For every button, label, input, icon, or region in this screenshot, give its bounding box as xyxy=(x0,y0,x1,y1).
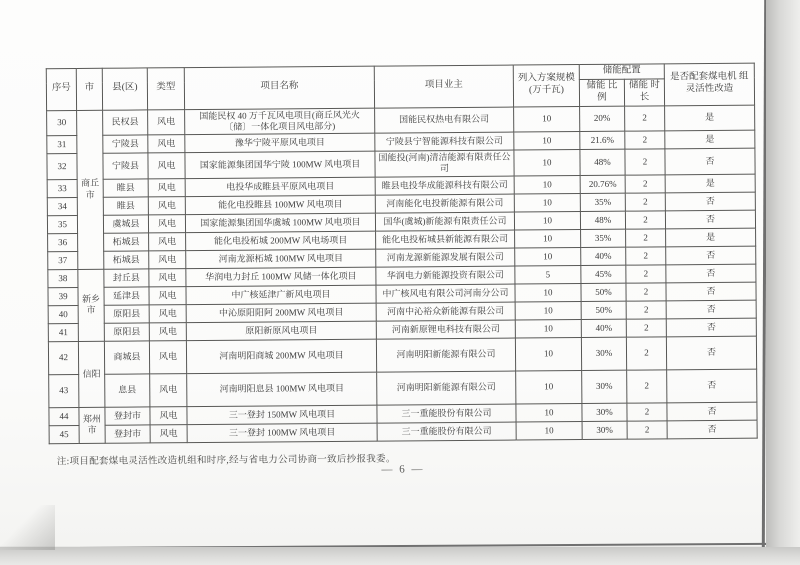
cell-owner: 河南龙源新能源发展有限公司 xyxy=(376,248,515,267)
cell-project-name: 能化电投睢县 100MW 风电项目 xyxy=(185,195,375,214)
cell-no: 33 xyxy=(47,179,77,197)
cell-county: 睢县 xyxy=(103,197,148,215)
cell-storage-ratio: 48% xyxy=(580,149,625,175)
cell-owner: 河南新原锂电科技有限公司 xyxy=(376,320,515,339)
cell-project-name: 三一登封 100MW 风电项目 xyxy=(187,423,377,442)
cell-type: 风电 xyxy=(148,153,185,179)
cell-type: 风电 xyxy=(149,250,186,268)
project-table xyxy=(46,63,758,444)
cell-county: 虞城县 xyxy=(103,215,148,233)
cell-scale: 10 xyxy=(516,421,582,440)
cell-storage-ratio: 20.76% xyxy=(580,175,625,193)
cell-county: 宁陵县 xyxy=(103,153,148,179)
cell-storage-duration: 2 xyxy=(625,106,665,132)
cell-storage-duration: 2 xyxy=(627,402,667,420)
cell-storage-ratio: 21.6% xyxy=(580,131,625,149)
cell-retrofit: 是 xyxy=(665,105,755,131)
cell-retrofit: 否 xyxy=(666,246,756,265)
cell-county: 原阳县 xyxy=(104,323,149,341)
cell-project-name: 国能民权 40 万千瓦风电项目(商丘风光火 〔储〕一体化项目风电部分) xyxy=(185,108,375,135)
cell-retrofit: 否 xyxy=(667,402,757,421)
cell-storage-duration: 2 xyxy=(626,264,666,282)
cell-retrofit: 否 xyxy=(666,300,756,319)
header-storage-duration: 储能 时长 xyxy=(624,79,664,106)
cell-city: 信阳 xyxy=(78,341,105,407)
cell-retrofit: 是 xyxy=(665,174,755,193)
header-type: 类型 xyxy=(147,68,184,110)
cell-storage-ratio: 30% xyxy=(582,403,627,421)
cell-type: 风电 xyxy=(149,340,186,373)
cell-storage-ratio: 48% xyxy=(580,211,625,229)
scan-shadow-bottom-left xyxy=(0,505,55,550)
cell-county: 息县 xyxy=(105,374,150,407)
page-number: — 6 — xyxy=(381,463,425,476)
cell-retrofit: 否 xyxy=(665,148,755,174)
cell-no: 40 xyxy=(48,305,78,323)
cell-storage-ratio: 30% xyxy=(582,370,627,403)
cell-storage-duration: 2 xyxy=(626,300,666,318)
cell-county: 柘城县 xyxy=(104,233,149,251)
cell-type: 风电 xyxy=(150,406,187,424)
cell-owner: 三一重能股份有限公司 xyxy=(377,404,516,423)
cell-project-name: 华润电力封丘 100MW 风储一体化项目 xyxy=(186,267,376,286)
cell-storage-duration: 2 xyxy=(627,420,667,438)
cell-no: 44 xyxy=(49,407,79,425)
cell-no: 42 xyxy=(48,341,78,374)
cell-storage-ratio: 50% xyxy=(581,283,626,301)
cell-retrofit: 否 xyxy=(666,264,756,283)
header-city: 市 xyxy=(76,68,102,110)
cell-project-name: 河南龙源柘城 100MW 风电项目 xyxy=(186,249,376,268)
cell-scale: 10 xyxy=(515,337,581,371)
cell-storage-ratio: 50% xyxy=(581,301,626,319)
cell-scale: 10 xyxy=(516,403,582,422)
cell-owner: 睢县电投华成能源科技有限公司 xyxy=(375,176,514,195)
cell-no: 36 xyxy=(48,233,78,251)
cell-project-name: 豫华宁陵平原风电项目 xyxy=(185,133,375,152)
cell-storage-ratio: 30% xyxy=(581,337,626,370)
cell-retrofit: 否 xyxy=(666,318,756,337)
cell-type: 风电 xyxy=(149,322,186,340)
cell-scale: 10 xyxy=(515,301,581,320)
cell-project-name: 国家能源集团国华虞城 100MW 风电项目 xyxy=(185,213,375,232)
header-no: 序号 xyxy=(46,68,76,110)
cell-storage-duration: 2 xyxy=(627,369,667,402)
cell-retrofit: 否 xyxy=(667,420,757,439)
cell-storage-ratio: 35% xyxy=(581,229,626,247)
cell-storage-ratio: 20% xyxy=(580,106,625,132)
table-header xyxy=(46,63,754,110)
cell-city: 新乡市 xyxy=(78,269,105,341)
scan-margin-bottom xyxy=(0,547,800,565)
cell-type: 风电 xyxy=(149,304,186,322)
header-owner: 项目业主 xyxy=(374,65,513,108)
cell-storage-ratio: 40% xyxy=(581,319,626,337)
cell-scale: 10 xyxy=(514,106,580,132)
cell-scale: 10 xyxy=(515,229,581,248)
cell-no: 30 xyxy=(47,110,77,136)
cell-retrofit: 否 xyxy=(665,210,755,229)
cell-scale: 5 xyxy=(515,265,581,284)
cell-no: 31 xyxy=(47,136,77,154)
cell-retrofit: 否 xyxy=(665,192,755,211)
cell-storage-duration: 2 xyxy=(625,174,665,192)
cell-project-name: 电投华成睢县平原风电项目 xyxy=(185,177,375,196)
cell-scale: 10 xyxy=(516,370,582,404)
cell-owner: 河南中沁裕众新能源有限公司 xyxy=(376,302,515,321)
cell-project-name: 能化电投柘城 200MW 风电场项目 xyxy=(186,231,376,250)
cell-owner: 宁陵县宁智能源科技有限公司 xyxy=(375,132,514,151)
cell-project-name: 中广核延津广新风电项目 xyxy=(186,285,376,304)
cell-owner: 国华(虞城)新能源有限责任公司 xyxy=(375,212,514,231)
cell-storage-duration: 2 xyxy=(625,210,665,228)
cell-project-name: 国家能源集团国华宁陵 100MW 风电项目 xyxy=(185,151,375,178)
cell-storage-ratio: 35% xyxy=(580,193,625,211)
cell-type: 风电 xyxy=(148,109,185,135)
cell-scale: 10 xyxy=(515,247,581,266)
cell-retrofit: 否 xyxy=(666,282,756,301)
cell-type: 风电 xyxy=(148,196,185,214)
cell-owner: 国能投(河南)清洁能源有限责任公司 xyxy=(375,150,514,177)
cell-county: 商城县 xyxy=(104,341,149,374)
cell-no: 43 xyxy=(49,374,79,407)
cell-type: 风电 xyxy=(149,286,186,304)
cell-type: 风电 xyxy=(148,135,185,153)
cell-county: 睢县 xyxy=(103,179,148,197)
cell-county: 原阳县 xyxy=(104,305,149,323)
cell-storage-duration: 2 xyxy=(625,149,665,175)
cell-no: 39 xyxy=(48,287,78,305)
header-scale: 列入方案规模 (万千瓦) xyxy=(513,65,579,107)
cell-county: 封丘县 xyxy=(104,269,149,287)
cell-no: 34 xyxy=(47,197,77,215)
cell-retrofit: 是 xyxy=(665,130,755,149)
cell-owner: 三一重能股份有限公司 xyxy=(377,422,516,441)
cell-storage-duration: 2 xyxy=(626,228,666,246)
cell-scale: 10 xyxy=(514,211,580,230)
table-row xyxy=(49,369,757,408)
cell-owner: 河南明阳新能源有限公司 xyxy=(377,371,516,405)
table-body xyxy=(47,105,758,444)
cell-county: 柘城县 xyxy=(104,251,149,269)
cell-storage-duration: 2 xyxy=(626,246,666,264)
cell-city: 商丘市 xyxy=(77,110,104,269)
cell-county: 宁陵县 xyxy=(103,135,148,153)
cell-storage-duration: 2 xyxy=(626,336,666,369)
cell-city: 郑州市 xyxy=(79,407,105,443)
cell-scale: 10 xyxy=(514,193,580,212)
cell-no: 45 xyxy=(49,425,79,443)
cell-owner: 河南能化电投新能源有限公司 xyxy=(375,194,514,213)
cell-project-name: 三一登封 150MW 风电项目 xyxy=(187,405,377,424)
cell-type: 风电 xyxy=(149,232,186,250)
scan-margin-right xyxy=(766,0,800,565)
document-content xyxy=(46,63,759,476)
cell-owner: 国能民权热电有限公司 xyxy=(375,107,514,134)
cell-retrofit: 否 xyxy=(666,336,756,370)
header-name: 项目名称 xyxy=(184,66,374,109)
cell-no: 38 xyxy=(48,269,78,287)
cell-type: 风电 xyxy=(148,178,185,196)
cell-owner: 华润电力新能源投资有限公司 xyxy=(376,266,515,285)
cell-county: 登封市 xyxy=(105,425,150,443)
cell-type: 风电 xyxy=(150,373,187,406)
cell-project-name: 河南明阳商城 200MW 风电项目 xyxy=(186,339,376,373)
cell-retrofit: 是 xyxy=(666,228,756,247)
cell-owner: 能化电投柘城县新能源有限公司 xyxy=(376,230,515,249)
cell-no: 37 xyxy=(48,251,78,269)
cell-type: 风电 xyxy=(150,424,187,442)
cell-no: 32 xyxy=(47,154,77,180)
cell-storage-duration: 2 xyxy=(625,192,665,210)
table-row xyxy=(48,336,756,375)
cell-scale: 10 xyxy=(515,283,581,302)
cell-no: 41 xyxy=(48,323,78,341)
cell-storage-ratio: 40% xyxy=(581,247,626,265)
cell-no: 35 xyxy=(47,215,77,233)
cell-storage-duration: 2 xyxy=(626,318,666,336)
cell-type: 风电 xyxy=(148,214,185,232)
cell-scale: 10 xyxy=(514,150,580,176)
cell-retrofit: 否 xyxy=(667,369,757,403)
header-storage-ratio: 储能 比例 xyxy=(579,79,624,106)
cell-county: 延津县 xyxy=(104,287,149,305)
header-storage-group: 储能配置 xyxy=(579,64,664,80)
cell-project-name: 原阳新原风电项目 xyxy=(186,321,376,340)
cell-scale: 10 xyxy=(514,132,580,151)
cell-scale: 10 xyxy=(515,319,581,338)
cell-county: 民权县 xyxy=(103,110,148,136)
cell-owner: 中广核风电有限公司河南分公司 xyxy=(376,284,515,303)
cell-project-name: 中沁原阳阳阿 200MW 风电项目 xyxy=(186,303,376,322)
cell-storage-ratio: 45% xyxy=(581,265,626,283)
footnote: 注:项目配套煤电灵活性改造机组和时序,经与省电力公司协商一致后抄报我委。 xyxy=(56,454,396,467)
header-county: 县(区) xyxy=(102,68,147,110)
cell-owner: 河南明阳新能源有限公司 xyxy=(376,338,515,372)
cell-storage-duration: 2 xyxy=(625,131,665,149)
cell-project-name: 河南明阳息县 100MW 风电项目 xyxy=(187,372,377,406)
header-retrofit: 是否配套煤电机 组灵活性改造 xyxy=(664,63,754,105)
cell-type: 风电 xyxy=(149,268,186,286)
cell-storage-duration: 2 xyxy=(626,282,666,300)
cell-county: 登封市 xyxy=(105,407,150,425)
cell-storage-ratio: 30% xyxy=(582,421,627,439)
cell-scale: 10 xyxy=(514,175,580,194)
